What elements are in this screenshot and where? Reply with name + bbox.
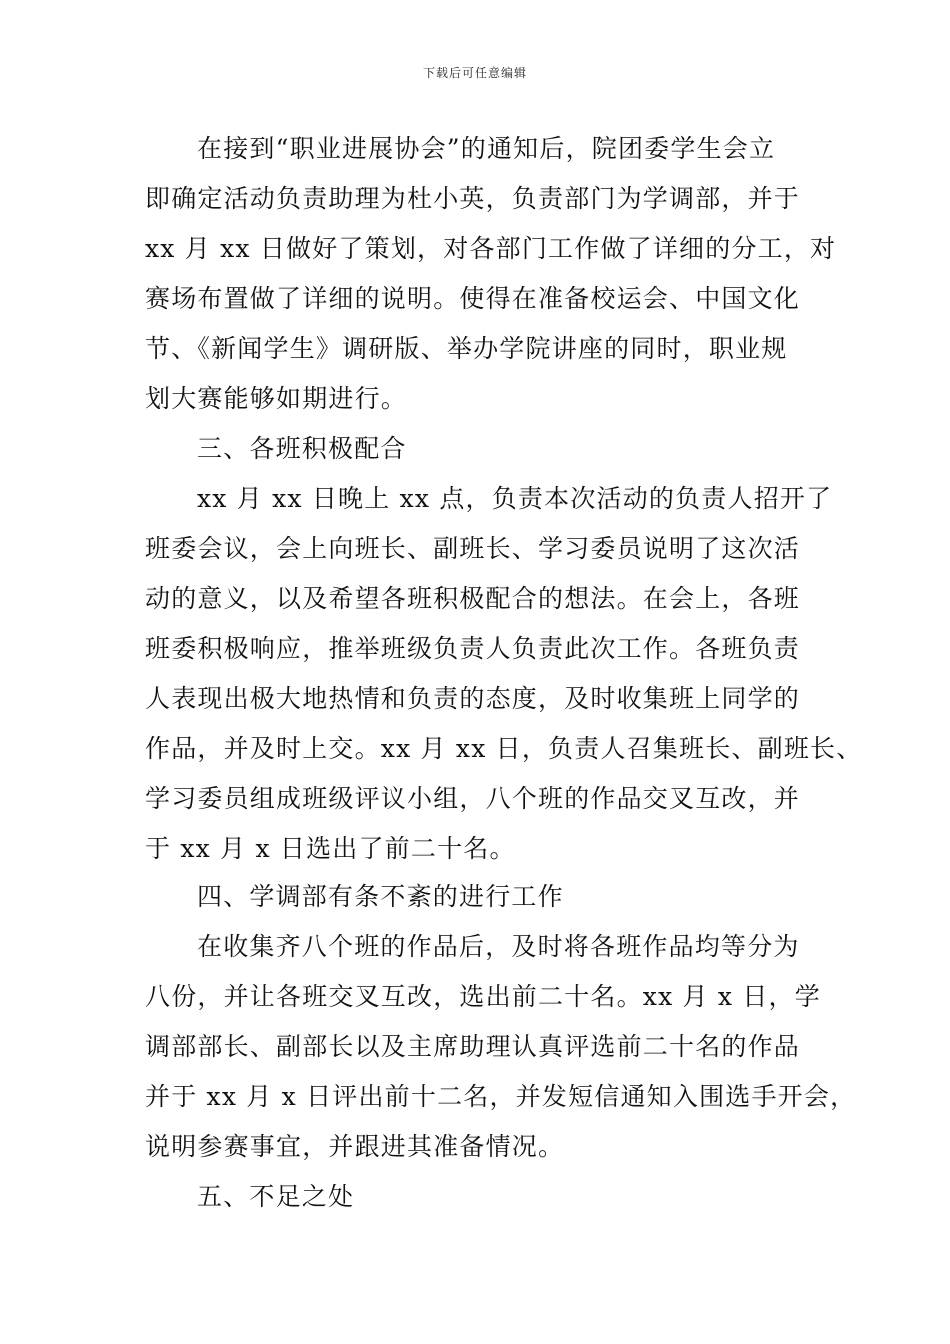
paragraph-line: 节、《新闻学生》调研版、举办学院讲座的同时，职业规	[145, 334, 788, 363]
paragraph-line: 作品，并及时上交。xx 月 xx 日，负责人召集班长、副班长、	[145, 734, 863, 763]
section-heading: 三、各班积极配合	[197, 434, 407, 463]
section-heading: 五、不足之处	[197, 1182, 355, 1211]
paragraph-line: 划大赛能够如期进行。	[145, 384, 408, 413]
paragraph-line: 班委积极响应，推举班级负责人负责此次工作。各班负责	[145, 634, 801, 663]
section-heading: 四、学调部有条不紊的进行工作	[197, 882, 564, 911]
paragraph-line: 动的意义，以及希望各班积极配合的想法。在会上，各班	[145, 584, 801, 613]
paragraph-line: 调部部长、副部长以及主席助理认真评选前二十名的作品	[145, 1032, 801, 1061]
paragraph-line: 学习委员组成班级评议小组，八个班的作品交叉互改，并	[145, 784, 801, 813]
paragraph-line: 在接到“职业进展协会”的通知后，院团委学生会立	[197, 134, 776, 163]
paragraph-line: 说明参赛事宜，并跟进其准备情况。	[145, 1132, 565, 1161]
paragraph-line: xx 月 xx 日做好了策划，对各部门工作做了详细的分工，对	[145, 234, 837, 263]
paragraph-line: xx 月 xx 日晚上 xx 点，负责本次活动的负责人招开了	[197, 484, 833, 513]
paragraph-line: 八份，并让各班交叉互改，选出前二十名。xx 月 x 日，学	[145, 982, 821, 1011]
paragraph-line: 即确定活动负责助理为杜小英，负责部门为学调部，并于	[145, 184, 801, 213]
paragraph-line: 在收集齐八个班的作品后，及时将各班作品均等分为	[197, 932, 800, 961]
header-note: 下载后可任意编辑	[422, 66, 527, 80]
paragraph-line: 于 xx 月 x 日选出了前二十名。	[145, 834, 516, 863]
paragraph-line: 班委会议，会上向班长、副班长、学习委员说明了这次活	[145, 534, 801, 563]
paragraph-line: 人表现出极大地热情和负责的态度，及时收集班上同学的	[145, 684, 801, 713]
paragraph-line: 并于 xx 月 x 日评出前十二名，并发短信通知入围选手开会，	[145, 1082, 857, 1111]
paragraph-line: 赛场布置做了详细的说明。使得在准备校运会、中国文化	[145, 284, 801, 313]
